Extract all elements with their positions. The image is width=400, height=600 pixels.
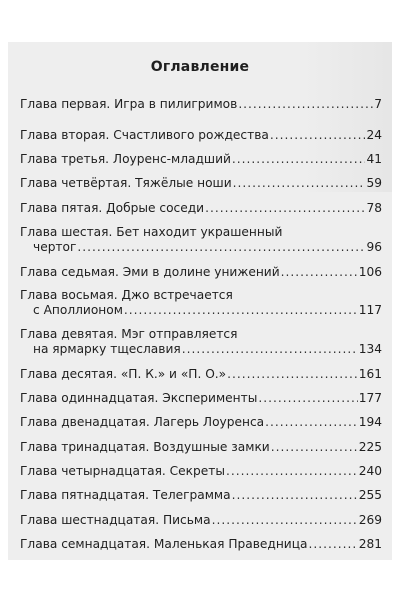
page-number: 96: [366, 240, 382, 254]
leader-dots: [271, 440, 358, 455]
leader-dots: [182, 342, 358, 357]
page-number: 41: [366, 152, 382, 166]
page-number: 281: [358, 537, 382, 551]
chapter-title: Глава шестнадцатая. Письма: [20, 513, 211, 527]
toc-line: [20, 265, 382, 280]
chapter-title: Глава вторая. Счастливого рождества: [20, 128, 269, 142]
book-page: [8, 42, 392, 560]
toc-entry: [20, 152, 382, 167]
chapter-title: Глава четырнадцатая. Секреты: [20, 464, 225, 478]
toc-entry: [20, 440, 382, 455]
toc-entry: [20, 488, 382, 503]
toc-entry: [20, 464, 382, 479]
leader-dots: [258, 391, 357, 406]
chapter-title-continued: чертог: [33, 240, 77, 254]
leader-dots: [212, 513, 358, 528]
page-number: 240: [358, 464, 382, 478]
chapter-title: Глава одиннадцатая. Эксперименты: [20, 391, 258, 405]
leader-dots: [232, 488, 358, 503]
toc-entry: [20, 97, 382, 112]
toc-line: [20, 128, 382, 143]
page-number: 161: [358, 367, 382, 381]
leader-dots: [265, 415, 358, 430]
toc-entry: [20, 176, 382, 191]
toc-entry: [20, 265, 382, 280]
toc-line: [20, 240, 382, 255]
toc-entry: [20, 513, 382, 528]
page-number: 117: [358, 303, 382, 317]
chapter-title: Глава седьмая. Эми в долине унижений: [20, 265, 280, 279]
chapter-title: Глава первая. Игра в пилигримов: [20, 97, 238, 111]
toc-entry: [20, 391, 382, 406]
chapter-title: Глава пятнадцатая. Телеграмма: [20, 488, 231, 502]
toc-line: [20, 201, 382, 216]
leader-dots: [232, 152, 366, 167]
chapter-title-continued: на ярмарку тщеславия: [33, 342, 181, 356]
toc-line: [20, 342, 382, 357]
chapter-title: Глава десятая. «П. К.» и «П. О.»: [20, 367, 227, 381]
toc-line: [20, 513, 382, 528]
chapter-title: Глава четвёртая. Тяжёлые ноши: [20, 176, 232, 190]
toc-line: [20, 415, 382, 430]
leader-dots: [124, 303, 358, 318]
leader-dots: [233, 176, 366, 191]
leader-dots: [281, 265, 358, 280]
page-number: 255: [358, 488, 382, 502]
toc-line: [20, 303, 382, 318]
chapter-title: Глава третья. Лоуренс-младший: [20, 152, 231, 166]
toc-entry: [20, 288, 382, 318]
page-number: 269: [358, 513, 382, 527]
page-number: 134: [358, 342, 382, 356]
chapter-title: Глава шестая. Бет находит украшенный: [20, 225, 283, 239]
leader-dots: [77, 240, 365, 255]
page-number: 106: [358, 265, 382, 279]
page-number: 225: [358, 440, 382, 454]
toc-entry: [20, 128, 382, 143]
chapter-title: Глава девятая. Мэг отправляется: [20, 327, 238, 341]
chapter-title: Глава пятая. Добрые соседи: [20, 201, 205, 215]
chapter-title-continued: с Аполлионом: [33, 303, 123, 317]
toc-line: [20, 367, 382, 382]
toc-line: [20, 152, 382, 167]
leader-dots: [238, 97, 373, 112]
toc-line: [20, 537, 382, 552]
toc-entry: [20, 367, 382, 382]
chapter-title: Глава тринадцатая. Воздушные замки: [20, 440, 270, 454]
toc-entry: [20, 327, 382, 357]
toc-entry: [20, 201, 382, 216]
toc-line: [20, 440, 382, 455]
toc-entry: [20, 225, 382, 255]
leader-dots: [227, 367, 358, 382]
chapter-title: Глава семнадцатая. Маленькая Праведница: [20, 537, 308, 551]
toc-line: [20, 391, 382, 406]
leader-dots: [205, 201, 365, 216]
page-number: 78: [366, 201, 382, 215]
leader-dots: [270, 128, 366, 143]
toc-line: [20, 176, 382, 191]
toc-line: [20, 488, 382, 503]
page-title: Оглавление: [150, 59, 250, 75]
toc-entry: [20, 415, 382, 430]
chapter-title: Глава восьмая. Джо встречается: [20, 288, 233, 302]
toc-line: [20, 97, 382, 112]
leader-dots: [226, 464, 358, 479]
page-number: 24: [366, 128, 382, 142]
leader-dots: [308, 537, 357, 552]
page-number: 7: [374, 97, 382, 111]
toc-entry: [20, 537, 382, 552]
toc-line: [20, 464, 382, 479]
page-number: 59: [366, 176, 382, 190]
page-number: 177: [358, 391, 382, 405]
chapter-title: Глава двенадцатая. Лагерь Лоуренса: [20, 415, 265, 429]
page-number: 194: [358, 415, 382, 429]
